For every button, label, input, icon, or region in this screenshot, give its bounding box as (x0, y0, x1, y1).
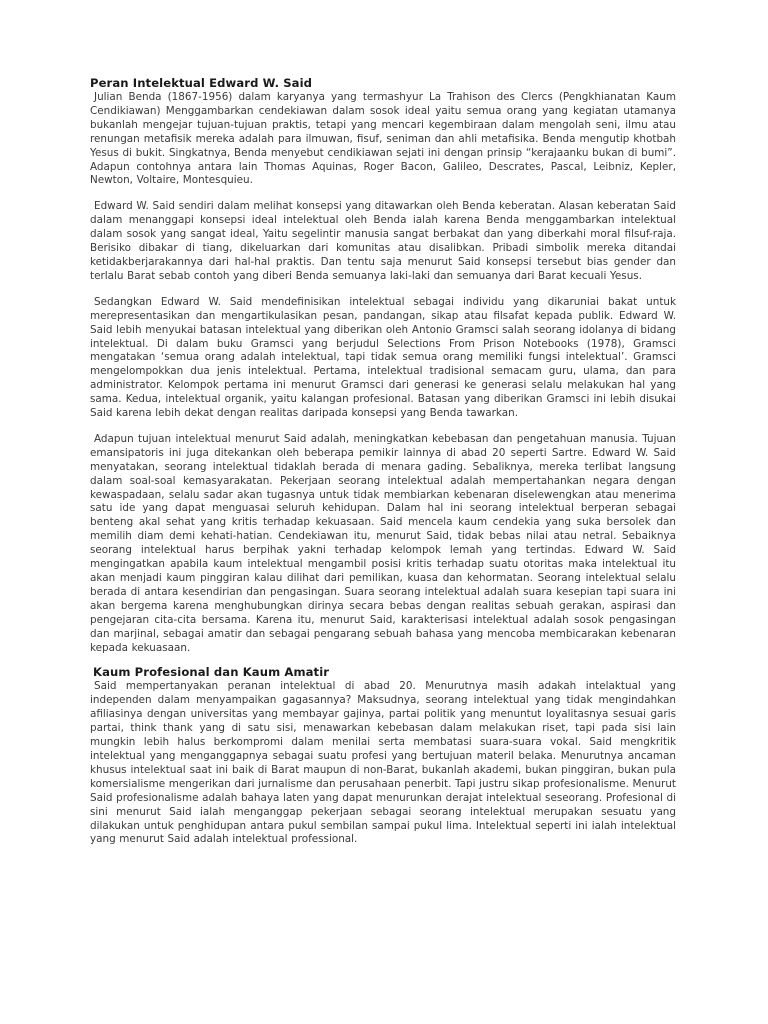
paragraph-spacer (90, 188, 676, 200)
paragraph-definisi-intelektual: Sedangkan Edward W. Said mendefinisikan intelektual sebagai individu yang dikaruniai bakat untuk merepresentasikan dan mengartikulasikan pesan, pandangan, sikap atau filsafat kepada publik. Edward W. Said lebih menyukai batasan intelektual yang diberikan oleh Antonio Gramsci salah seorang idolanya di bidang intelektual. Di dalam buku Gramsci yang berjudul Selections From Prison Notebooks (1978), Gramsci mengatakan ‘semua orang adalah intelektual, tapi tidak semua orang memiliki fungsi intelektual’. Gramsci mengelompokkan dua jenis intelektual. Pertama, intelektual tradisional semacam guru, ulama, dan para administrator. Kelompok pertama ini menurut Gramsci dari generasi ke generasi selalu melakukan hal yang sama. Kedua, intelektual organik, yaitu kalangan profesional. Batasan yang diberikan Gramsci ini lebih disukai Said karena lebih dekat dengan realitas daripada konsepsi yang Benda tawarkan. (90, 295, 676, 420)
section-heading-peran-intelektual: Peran Intelektual Edward W. Said (90, 76, 313, 90)
section-spacer (90, 655, 676, 665)
section-heading-kaum-profesional: Kaum Profesional dan Kaum Amatir (93, 665, 330, 680)
paragraph-spacer (90, 284, 676, 296)
document-body (90, 76, 676, 847)
paragraph-tujuan-intelektual: Adapun tujuan intelektual menurut Said adalah, meningkatkan kebebasan dan pengetahuan manusia. Tujuan emansipatoris ini juga ditekankan oleh beberapa pemikir lainnya di abad 20 seperti Sartre. Edward W. Said menyatakan, seorang intelektual tidaklah berada di menara gading. Sebaliknya, mereka terlibat langsung dalam soal-soal kemasyarakatan. Pekerjaan seorang intelektual adalah mempertahankan negara dengan kewaspadaan, selalu sadar akan tugasnya untuk tidak membiarkan kebenaran diselewengkan atau menerima satu ide yang dapat menguasai seluruh kehidupan. Dalam hal ini seorang intelektual berperan sebagai benteng akal sehat yang kritis terhadap kekuasaan. Said mencela kaum cendekia yang suka bersolek dan memilih diam demi kehati-hatian. Cendekiawan itu, menurut Said, tidak bebas nilai atau netral. Sebaiknya seorang intelektual harus berpihak yakni terhadap kelompok lemah yang tertindas. Edward W. Said mengingatkan apabila kaum intelektual mengambil posisi kritis terhadap suatu otoritas maka intelektual itu akan menjadi kaum pinggiran kalau dilihat dari pemilikan, kuasa dan kehormatan. Seorang intelektual selalu berada di antara kesendirian dan pengasingan. Suara seorang intelektual adalah suara kesepian tapi suara ini akan bergema karena menghubungkan dirinya secara bebas dengan realitas sebuah gerakan, aspirasi dan pengejaran cita-cita bersama. Karena itu, menurut Said, karakterisasi intelektual adalah sosok pengasingan dan marjinal, sebagai amatir dan sebagai pengarang sebuah bahasa yang mencoba membicarakan kebenaran kepada kekuasaan. (90, 432, 676, 654)
paragraph-said-keberatan: Edward W. Said sendiri dalam melihat konsepsi yang ditawarkan oleh Benda keberatan. Alasan keberatan Said dalam menanggapi konsepsi ideal intelektual oleh Benda ialah karena Benda menggambarkan intelektual dalam sosok yang sangat ideal, Yaitu segelintir manusia sangat berbakat dan yang diberkahi moral filsuf-raja. Berisiko dibakar di tiang, dikeluarkan dari komunitas atau disalibkan. Pribadi simbolik mereka ditandai ketidakberjarakannya dari hal-hal praktis. Dan tentu saja menurut Said konsepsi tersebut bias gender dan terlalu Barat sebab contoh yang diberi Benda semuanya laki-laki dan semuanya dari Barat kecuali Yesus. (90, 200, 676, 282)
paragraph-profesionalisme: Said mempertanyakan peranan intelektual di abad 20. Menurutnya masih adakah intelaktual yang independen dalam menyampaikan gagasannya? Maksudnya, seorang intelektual yang tidak mengindahkan afiliasinya dengan universitas yang membayar gajinya, partai politik yang menuntut loyalitasnya sesuai garis partai, think thank yang di satu sisi, menawarkan kebebasan dalam melakukan riset, tapi pada sisi lain mungkin lebih halus berkompromi dalam menilai serta membatasi suara-suara vokal. Said mengkritik intelektual yang menganggapnya sebagai suatu profesi yang bertujuan materil belaka. Menurutnya ancaman khusus intelektual saat ini baik di Barat maupun di non-Barat, bukanlah akademi, bukan pinggiran, bukan pula komersialisme mengerikan dari jurnalisme dan perusahaan penerbit. Tapi justru sikap profesionalisme. Menurut Said profesionalisme adalah bahaya laten yang dapat menurunkan derajat intelektual seseorang. Profesional di sini menurut Said ialah menganggap pekerjaan sebagai seorang intelektual merupakan sesuatu yang dilakukan untuk penghidupan antara pukul sembilan sampai pukul lima. Intelektual seperti ini ialah intelektual yang menurut Said adalah intelektual professional. (90, 680, 676, 846)
paragraph-julian-benda: Julian Benda (1867-1956) dalam karyanya yang termashyur La Trahison des Clercs (Pengkhianatan Kaum Cendikiawan) Menggambarkan cendekiawan dalam sosok ideal yaitu semua orang yang kegiatan utamanya bukanlah mengejar tujuan-tujuan praktis, tetapi yang mencari kegembiraan dalam mengolah seni, ilmu atau renungan metafisik mereka adalah para ilmuwan, fisuf, seniman dan ahli metafisika. Benda mengutip khotbah Yesus di bukit. Singkatnya, Benda menyebut cendikiawan sejati ini dengan prinsip “kerajaanku bukan di bumi”. Adapun contohnya antara lain Thomas Aquinas, Roger Bacon, Galileo, Descrates, Pascal, Leibniz, Kepler, Newton, Voltaire, Montesquieu. (90, 91, 676, 187)
paragraph-spacer (90, 421, 676, 433)
